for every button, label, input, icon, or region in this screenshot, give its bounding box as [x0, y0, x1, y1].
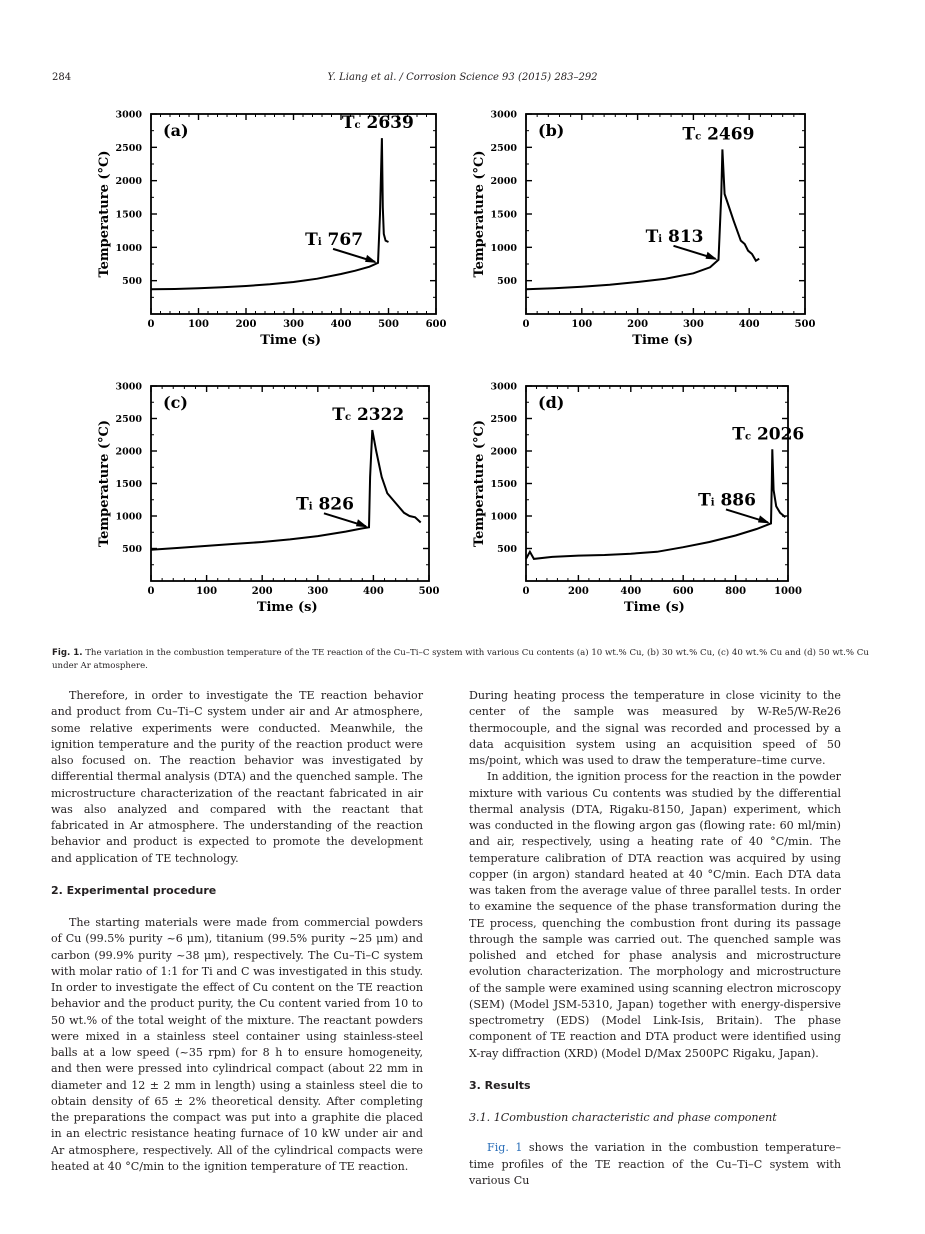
- tc-label: Tc 2322: [332, 405, 405, 426]
- y-axis-title: Temperature (°C): [97, 419, 112, 548]
- x-tick-label: 0: [147, 319, 155, 330]
- figure-link[interactable]: Fig. 1: [487, 1141, 523, 1155]
- x-tick-label: 500: [794, 319, 816, 330]
- paragraph-text: shows the variation in the combustion temperature–time profiles of the TE reaction of the Cu–Ti–C system with various Cu: [469, 1141, 841, 1187]
- y-tick-label: 3000: [115, 381, 142, 393]
- left-column: [51, 688, 423, 1175]
- paragraph: The starting materials were made from commercial powders of Cu (99.5% purity ~6 μm), titanium (99.5% purity ~25 μm) and carbon (99.9% purity ~38 μm), respectively. The Cu–Ti–C system with molar ratio of 1:1 for Ti and C was investigated in this study. In order to investigate the effect of Cu content on the TE reaction behavior and the product purity, the Cu content varied from 10 to 50 wt.% of the total weight of the mixture. The reactant powders were mixed in a stainless steel container using stainless-steel balls at a low speed (~35 rpm) for 8 h to ensure homogeneity, and then were pressed into cylindrical compact (about 22 mm in diameter and 12 ± 2 mm in length) using a stainless steel die to obtain density of 65 ± 2% theoretical density. After completing the preparations the compact was put into a graphite die placed in an electric resistance heating furnace of 10 kW under air and Ar atmosphere, respectively. All of the cylindrical compacts were heated at 40 °C/min to the ignition temperature of TE reaction.: [51, 916, 423, 1173]
- x-tick-label: 100: [196, 586, 218, 597]
- x-axis-title: Time (s): [260, 333, 322, 348]
- x-axis-title: Time (s): [623, 600, 685, 615]
- paragraph: During heating process the temperature in close vicinity to the center of the sample was measured by W-Re5/W-Re26 thermocouple, and the signal was recorded and processed by a data acquisition system using an acquisition speed of 50 ms/point, which was used to draw the temperature–time curve.: [469, 689, 841, 767]
- figure-1: [90, 100, 830, 640]
- y-tick-label: 1500: [490, 479, 517, 490]
- tc-label: Tc 2639: [341, 113, 414, 134]
- tc-label: Tc 2469: [682, 124, 755, 145]
- y-tick-label: 500: [497, 276, 517, 288]
- paragraph: In addition, the ignition process for the reaction in the powder mixture with various Cu contents was studied by the differential thermal analysis (DTA, Rigaku-8150, Japan) experiment, which was conducted in the flowing argon gas (flowing rate: 60 ml/min) and air, respectively, using a heating rate of 40 °C/min. The temperature calibration of DTA reaction was acquired by using copper (in argon) standard heated at 40 °C/min. Each DTA data was taken from the average value of three parallel tests. In order to examine the sequence of the phase transformation during the TE process, quenching the combustion front during its passage through the sample was carried out. The quenched sample was polished and etched for phase analysis and microstructure evolution characterization. The morphology and microstructure of the sample were examined using scanning electron microscopy (SEM) (Model JSM-5310, Japan) together with energy-dispersive spectrometry (EDS) (Model Link-Isis, Britain). The phase component of TE reaction and DTA product were identified using X-ray diffraction (XRD) (Model D/Max 2500PC Rigaku, Japan).: [469, 770, 841, 1060]
- x-tick-label: 400: [362, 586, 384, 597]
- temperature-curve: [151, 138, 389, 289]
- x-tick-label: 600: [672, 586, 694, 597]
- y-tick-label: 2500: [115, 414, 142, 425]
- y-tick-label: 2500: [115, 142, 142, 154]
- y-tick-label: 1500: [490, 209, 517, 221]
- ti-arrowhead: [758, 515, 770, 523]
- plot-frame: [526, 114, 805, 314]
- panel-label: (d): [538, 393, 565, 412]
- ti-label: Ti 813: [645, 226, 704, 247]
- caption-text: The variation in the combustion temperature of the TE reaction of the Cu–Ti–C system with various Cu contents (a) 10 wt.% Cu, (b) 30 wt.% Cu, (c) 40 wt.% Cu and (d) 50 wt.% Cu under Ar atmosphere.: [52, 648, 869, 671]
- x-tick-label: 300: [283, 319, 304, 330]
- y-tick-label: 3000: [490, 109, 517, 121]
- panel-label: (b): [538, 121, 565, 140]
- figure-caption: [52, 647, 872, 673]
- x-axis-title: Time (s): [256, 600, 318, 615]
- chart-panel: [472, 382, 804, 616]
- ti-arrowhead: [365, 255, 377, 263]
- section-heading-results: 3. Results: [469, 1078, 531, 1092]
- y-axis-title: Temperature (°C): [97, 150, 112, 278]
- y-tick-label: 500: [497, 544, 517, 555]
- caption-label: Fig. 1.: [52, 648, 83, 658]
- x-tick-label: 600: [425, 319, 447, 330]
- ti-label: Ti 767: [305, 229, 364, 250]
- ti-label: Ti 886: [698, 490, 756, 511]
- page-number: 284: [52, 72, 72, 83]
- panel-label: (c): [163, 393, 188, 412]
- y-tick-label: 2000: [490, 446, 517, 458]
- temperature-curve: [151, 430, 421, 550]
- x-tick-label: 100: [571, 319, 593, 330]
- y-tick-label: 1000: [490, 242, 517, 254]
- y-tick-label: 1000: [115, 511, 142, 523]
- x-tick-label: 400: [738, 319, 760, 330]
- x-tick-label: 1000: [774, 586, 802, 597]
- x-tick-label: 0: [522, 586, 530, 597]
- temperature-curve: [526, 149, 759, 289]
- y-tick-label: 1000: [115, 242, 142, 254]
- paragraph: [469, 1140, 841, 1189]
- panel-label: (a): [163, 121, 189, 140]
- section-heading-experimental: 2. Experimental procedure: [51, 883, 217, 897]
- x-tick-label: 500: [378, 319, 399, 330]
- y-tick-label: 2000: [490, 176, 517, 188]
- x-tick-label: 300: [307, 586, 329, 597]
- y-tick-label: 2000: [115, 176, 142, 188]
- x-tick-label: 400: [620, 586, 642, 597]
- x-tick-label: 200: [627, 319, 649, 330]
- y-tick-label: 1000: [490, 511, 517, 523]
- x-tick-label: 200: [567, 586, 589, 597]
- x-tick-label: 200: [235, 319, 257, 330]
- right-column: [469, 688, 841, 1189]
- ti-label: Ti 826: [296, 494, 354, 515]
- x-tick-label: 300: [682, 319, 704, 330]
- y-tick-label: 2500: [490, 414, 517, 425]
- y-tick-label: 3000: [115, 109, 142, 121]
- x-tick-label: 400: [330, 319, 352, 330]
- x-tick-label: 100: [188, 319, 209, 330]
- y-tick-label: 2500: [490, 142, 517, 154]
- y-tick-label: 500: [122, 544, 142, 555]
- paragraph: Therefore, in order to investigate the TE reaction behavior and product from Cu–Ti–C system under air and Ar atmosphere, some relative experiments were conducted. Meanwhile, the ignition temperature and the purity of the reaction product were also focused on. The reaction behavior was investigated by differential thermal analysis (DTA) and the quenched sample. The microstructure characterization of the reactant fabricated in air was also analyzed and compared with the reactant that fabricated in Ar atmosphere. The understanding of the reaction behavior and product is expected to promote the development and application of TE technology.: [51, 689, 423, 865]
- chart-panel: [97, 110, 446, 349]
- x-tick-label: 500: [418, 586, 440, 597]
- x-tick-label: 0: [522, 319, 530, 330]
- y-tick-label: 500: [122, 276, 142, 288]
- y-axis-title: Temperature (°C): [472, 150, 487, 278]
- subsection-heading: 3.1. 1Combustion characteristic and phase component: [469, 1111, 777, 1124]
- chart-panel: [472, 110, 815, 349]
- chart-panel: [97, 382, 439, 616]
- journal-header: Y. Liang et al. / Corrosion Science 93 (2015) 283–292: [327, 72, 598, 83]
- x-axis-title: Time (s): [632, 333, 694, 348]
- x-tick-label: 200: [251, 586, 273, 597]
- plot-frame: [151, 114, 436, 314]
- y-tick-label: 2000: [115, 446, 142, 458]
- ti-arrowhead: [356, 519, 368, 527]
- ti-arrowhead: [706, 252, 718, 260]
- y-tick-label: 1500: [115, 479, 142, 490]
- y-axis-title: Temperature (°C): [472, 419, 487, 548]
- tc-label: Tc 2026: [732, 424, 805, 445]
- x-tick-label: 800: [725, 586, 747, 597]
- x-tick-label: 0: [147, 586, 155, 597]
- y-tick-label: 1500: [115, 209, 142, 221]
- y-tick-label: 3000: [490, 381, 517, 393]
